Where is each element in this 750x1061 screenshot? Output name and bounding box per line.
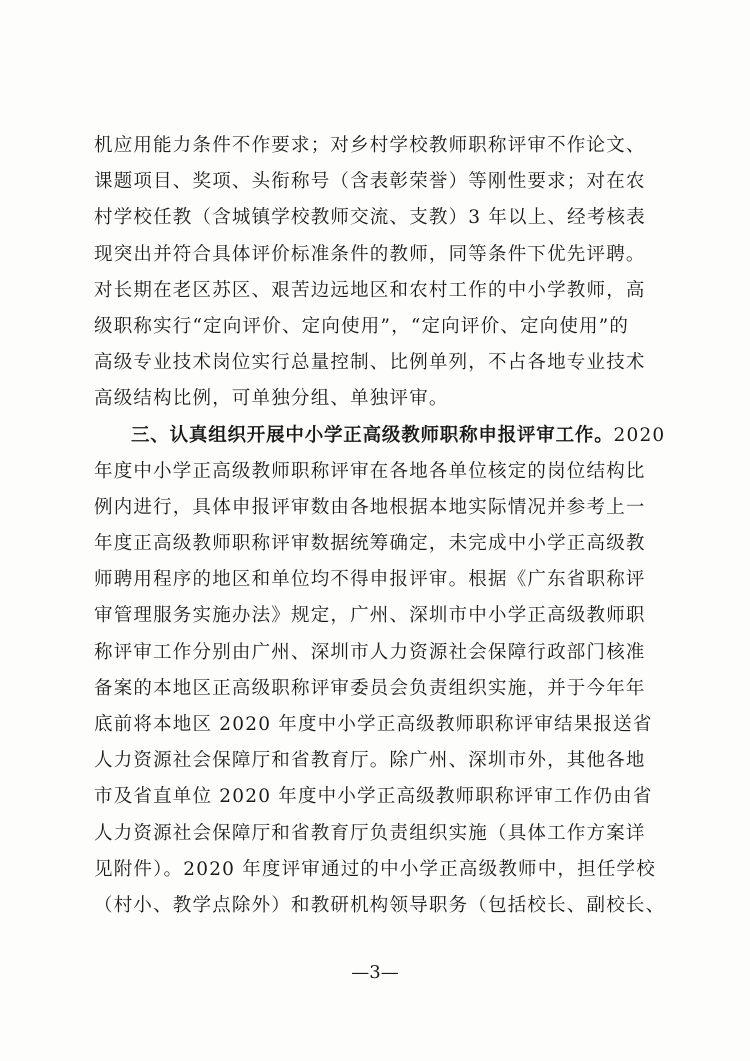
text-line: 见附件）。2020 年度评审通过的中小学正高级教师中，担任学校 [94, 858, 656, 880]
text-line: 高级专业技术岗位实行总量控制、比例单列，不占各地专业技术 [94, 352, 646, 374]
text-line: 底前将本地区 2020 年度中小学正高级教师职称评审结果报送省 [94, 714, 653, 735]
text-line: 例内进行，具体申报评审数由各地根据本地实际情况并参考上一 [94, 496, 646, 518]
text-line: 人力资源社会保障厅和省教育厅。除广州、深圳市外，其他各地 [94, 750, 646, 772]
text-line: 级职称实行“定向评价、定向使用”，“定向评价、定向使用”的 [94, 315, 630, 337]
section-3-first-line-tail: 2020 [613, 424, 666, 446]
document-body [94, 128, 664, 924]
text-line: 对长期在老区苏区、艰苦边远地区和农村工作的中小学教师，高 [94, 279, 646, 301]
section-3-first-line [94, 418, 664, 454]
text-line: （村小、教学点除外）和教研机构领导职务（包括校长、副校长、 [94, 894, 666, 916]
text-line: 现突出并符合具体评价标准条件的教师，同等条件下优先评聘。 [94, 243, 646, 265]
text-line: 审管理服务实施办法》规定，广州、深圳市中小学正高级教师职 [94, 605, 646, 627]
text-line: 称评审工作分别由广州、深圳市人力资源社会保障行政部门核准 [94, 641, 646, 663]
text-line: 年度正高级教师职称评审数据统筹确定，未完成中小学正高级教 [94, 533, 646, 555]
section-3-heading: 三、认真组织开展中小学正高级教师职称申报评审工作。 [131, 424, 614, 446]
text-line: 人力资源社会保障厅和省教育厅负责组织实施（具体工作方案详 [94, 822, 646, 844]
text-line: 年度中小学正高级教师职称评审在各地各单位核定的岗位结构比 [94, 460, 646, 482]
text-line: 市及省直单位 2020 年度中小学正高级教师职称评审工作仍由省 [94, 786, 653, 808]
text-line: 备案的本地区正高级职称评审委员会负责组织实施，并于今年年 [94, 677, 646, 699]
text-line: 村学校任教（含城镇学校教师交流、支教）3 年以上、经考核表 [94, 207, 646, 229]
page-number: —3— [351, 962, 399, 983]
text-line: 高级结构比例，可单独分组、单独评审。 [94, 388, 449, 410]
text-line: 课题项目、奖项、头衔称号（含表彰荣誉）等刚性要求；对在农 [94, 171, 646, 193]
text-line: 机应用能力条件不作要求；对乡村学校教师职称评审不作论文、 [94, 135, 646, 156]
text-line: 师聘用程序的地区和单位均不得申报评审。根据《广东省职称评 [94, 569, 646, 591]
